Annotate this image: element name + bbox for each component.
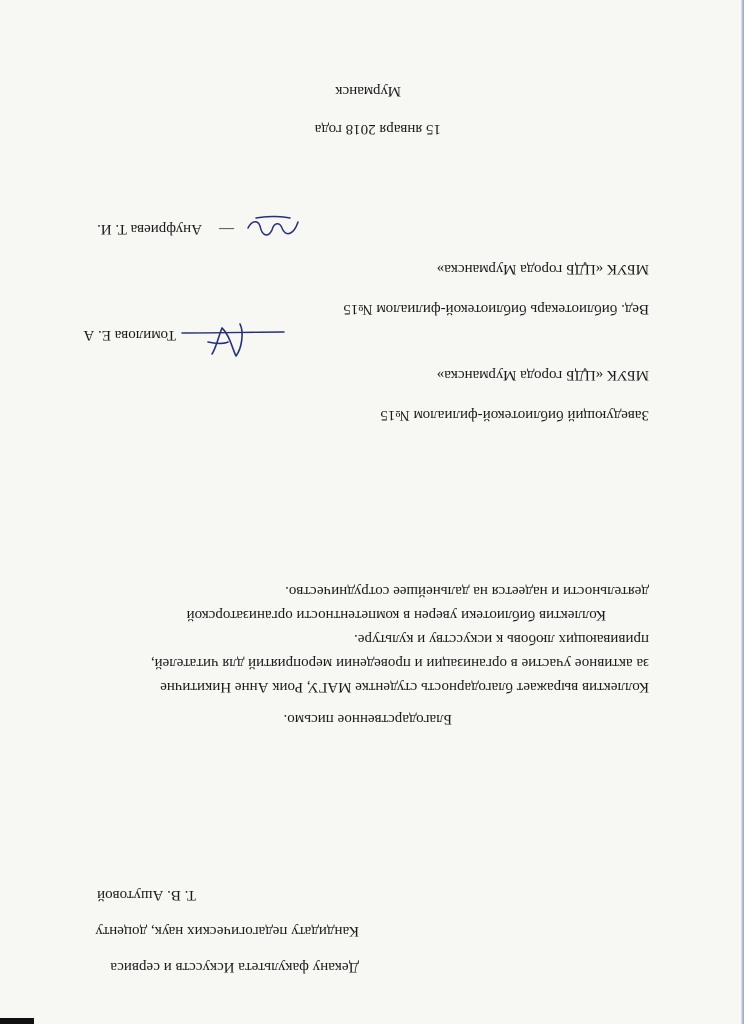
signatory-2-dash: — (219, 221, 234, 237)
signatory-2-position-line-1: Вед. библиотекарь библиотекой-филиалом №15 (343, 301, 649, 317)
signature-1-icon (178, 316, 288, 362)
letter-title: Благодарственное письмо. (283, 711, 452, 727)
body-p2-line-2: деятельности и надеется на дальнейшее сотрудничество. (285, 583, 649, 599)
body-p1-line-2: за активное участие в организации и проведении мероприятий для читателей, (150, 655, 649, 671)
body-p1-line-1: Коллектив выражает благодарность студентке МАГУ, Роик Анне Никитичне (160, 679, 649, 695)
signatory-1-name: Томилова Е. А (83, 327, 176, 343)
addressee-line-3: Т. В. Ашутовой (97, 887, 196, 903)
signature-2-icon (244, 210, 304, 248)
signatory-1-position-line-1: Заведующий библиотекой-филиалом №15 (380, 407, 649, 423)
body-p1-line-3: прививающих любовь к искусству и культуре. (354, 631, 649, 647)
addressee-line-1: Декану факультета Искусств и сервиса (110, 959, 359, 975)
signatory-2-name: Ануфриева Т. И. (97, 221, 202, 237)
signatory-2-position-line-2: МБУК «ЦДБ города Мурманска» (436, 261, 649, 277)
letter-date: 15 января 2018 года (314, 121, 441, 137)
letter-city: Мурманск (335, 83, 401, 99)
addressee-line-2: Кандидату педагогических наук, доценту (95, 923, 359, 939)
signatory-1-position-line-2: МБУК «ЦДБ города Мурманска» (436, 367, 649, 383)
body-p2-line-1: Коллектив библиотеки уверен в компетентности организаторской (186, 607, 606, 623)
